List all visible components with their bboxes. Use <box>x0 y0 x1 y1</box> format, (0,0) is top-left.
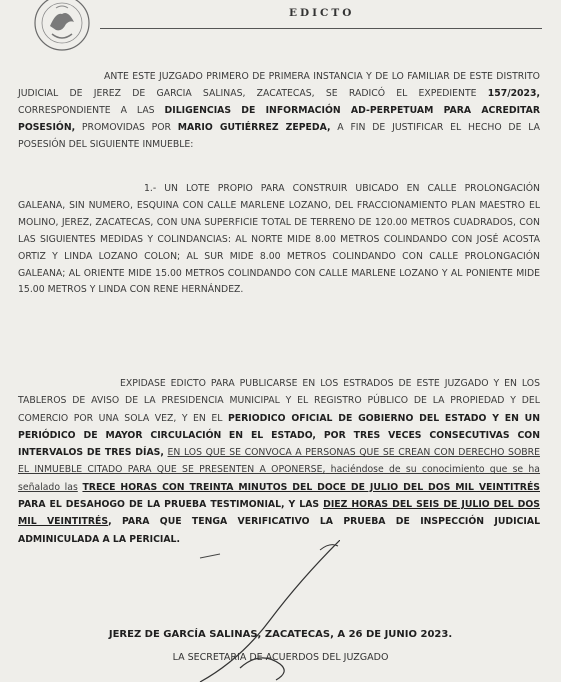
testimony-hearing-date: TRECE HORAS CON TREINTA MINUTOS DEL DOCE DE JULIO DEL DOS MIL VEINTITRÉS <box>82 481 540 493</box>
inspection-text: , PARA QUE TENGA VERIFICATIVO LA PRUEBA DE INSPECCIÓN JUDICIAL ADMINICULADA A LA PERICIAL. <box>18 516 540 545</box>
intro-paragraph <box>18 69 540 154</box>
order-text-1: EXPIDASE EDICTO PARA PUBLICARSE EN LOS ESTRADOS DE ESTE JUZGADO Y EN LOS TABLEROS DE AVISO DE LA PRESIDENCIA MUNICIPAL Y EL REGISTRO PÚBLICO DE LA PROPIEDAD Y DEL COMERCIO POR UNA SOLA VEZ, Y EN EL <box>18 378 540 424</box>
coat-of-arms-seal-icon <box>22 0 102 62</box>
intro-text-1: ANTE ESTE JUZGADO PRIMERO DE PRIMERA INSTANCIA Y DE LO FAMILIAR DE ESTE DISTRITO JUDICIAL DE JEREZ DE GARCIA SALINAS, ZACATECAS, SE RADICÓ EL EXPEDIENTE <box>18 71 540 99</box>
publication-order-paragraph <box>18 375 540 548</box>
publication-frequency: EN EL ESTADO, POR TRES VECES CONSECUTIVAS CON INTERVALOS DE TRES DÍAS, <box>18 429 540 459</box>
intro-text-4: A FIN DE JUSTIFICAR EL HECHO DE LA POSESIÓN DEL SIGUIENTE INMUEBLE: <box>18 121 540 150</box>
intro-text-3: PROMOVIDAS POR <box>75 121 178 133</box>
promoter-name: MARIO GUTIÉRREZ ZEPEDA, <box>177 121 331 133</box>
newspaper-official: PERIODICO OFICIAL DE GOBIERNO DEL ESTADO Y EN UN PERIÓDICO DE MAYOR CIRCULACIÓN <box>18 412 540 441</box>
secretary-title: LA SECRETARIA DE ACUERDOS DEL JUZGADO <box>172 652 389 663</box>
title-divider <box>100 28 542 29</box>
document-title: EDICTO <box>289 7 355 19</box>
case-number: 157/2023, <box>487 87 540 99</box>
intro-text-2: CORRESPONDIENTE A LAS <box>18 104 165 116</box>
testimony-text: PARA EL DESAHOGO DE LA PRUEBA TESTIMONIAL, Y LAS <box>18 499 324 511</box>
inspection-date: DIEZ HORAS DEL SEIS DE JULIO DEL DOS MIL VEINTITRÉS <box>18 499 540 528</box>
procedure-name: DILIGENCIAS DE INFORMACIÓN AD-PERPETUAM PARA ACREDITAR POSESIÓN, <box>18 104 541 133</box>
handwritten-signature-icon <box>180 540 340 682</box>
notice-text: haciéndose de su conocimiento que se ha señalado las <box>18 464 541 493</box>
summons-text: EN LOS QUE SE CONVOCA A PERSONAS QUE SE CREAN CON DERECHO SOBRE EL INMUEBLE CITADO PARA QUE SE PRESENTEN A OPONERSE, <box>18 447 540 476</box>
city-date-line: JEREZ DE GARCÍA SALINAS, ZACATECAS, A 26 DE JUNIO 2023. <box>108 629 453 640</box>
property-description: 1.- UN LOTE PROPIO PARA CONSTRUIR UBICADO EN CALLE PROLONGACIÓN GALEANA, SIN NUMERO, ESQUINA CON CALLE MARLENE LOZANO, DEL FRACCIONAMIENTO PLAN MAESTRO EL MOLINO, JEREZ, ZACATECAS, CON UNA SUPERFICIE TOTAL DE TERRENO DE 120.00 METROS CUADRADOS, CON LAS SIGUIENTES MEDIDAS Y COLINDANCIAS: AL NORTE MIDE 8.00 METROS COLINDANDO CON JOSÉ ACOSTA ORTIZ Y LINDA LOZANO COLON; AL SUR MIDE 8.00 METROS COLINDANDO CON CALLE PROLONGACIÓN GALEANA; AL ORIENTE MIDE 15.00 METROS COLINDANDO CON CALLE MARLENE LOZANO Y AL PONIENTE MIDE 15.00 METROS Y LINDA CON RENE HERNÁNDEZ. <box>18 183 540 296</box>
